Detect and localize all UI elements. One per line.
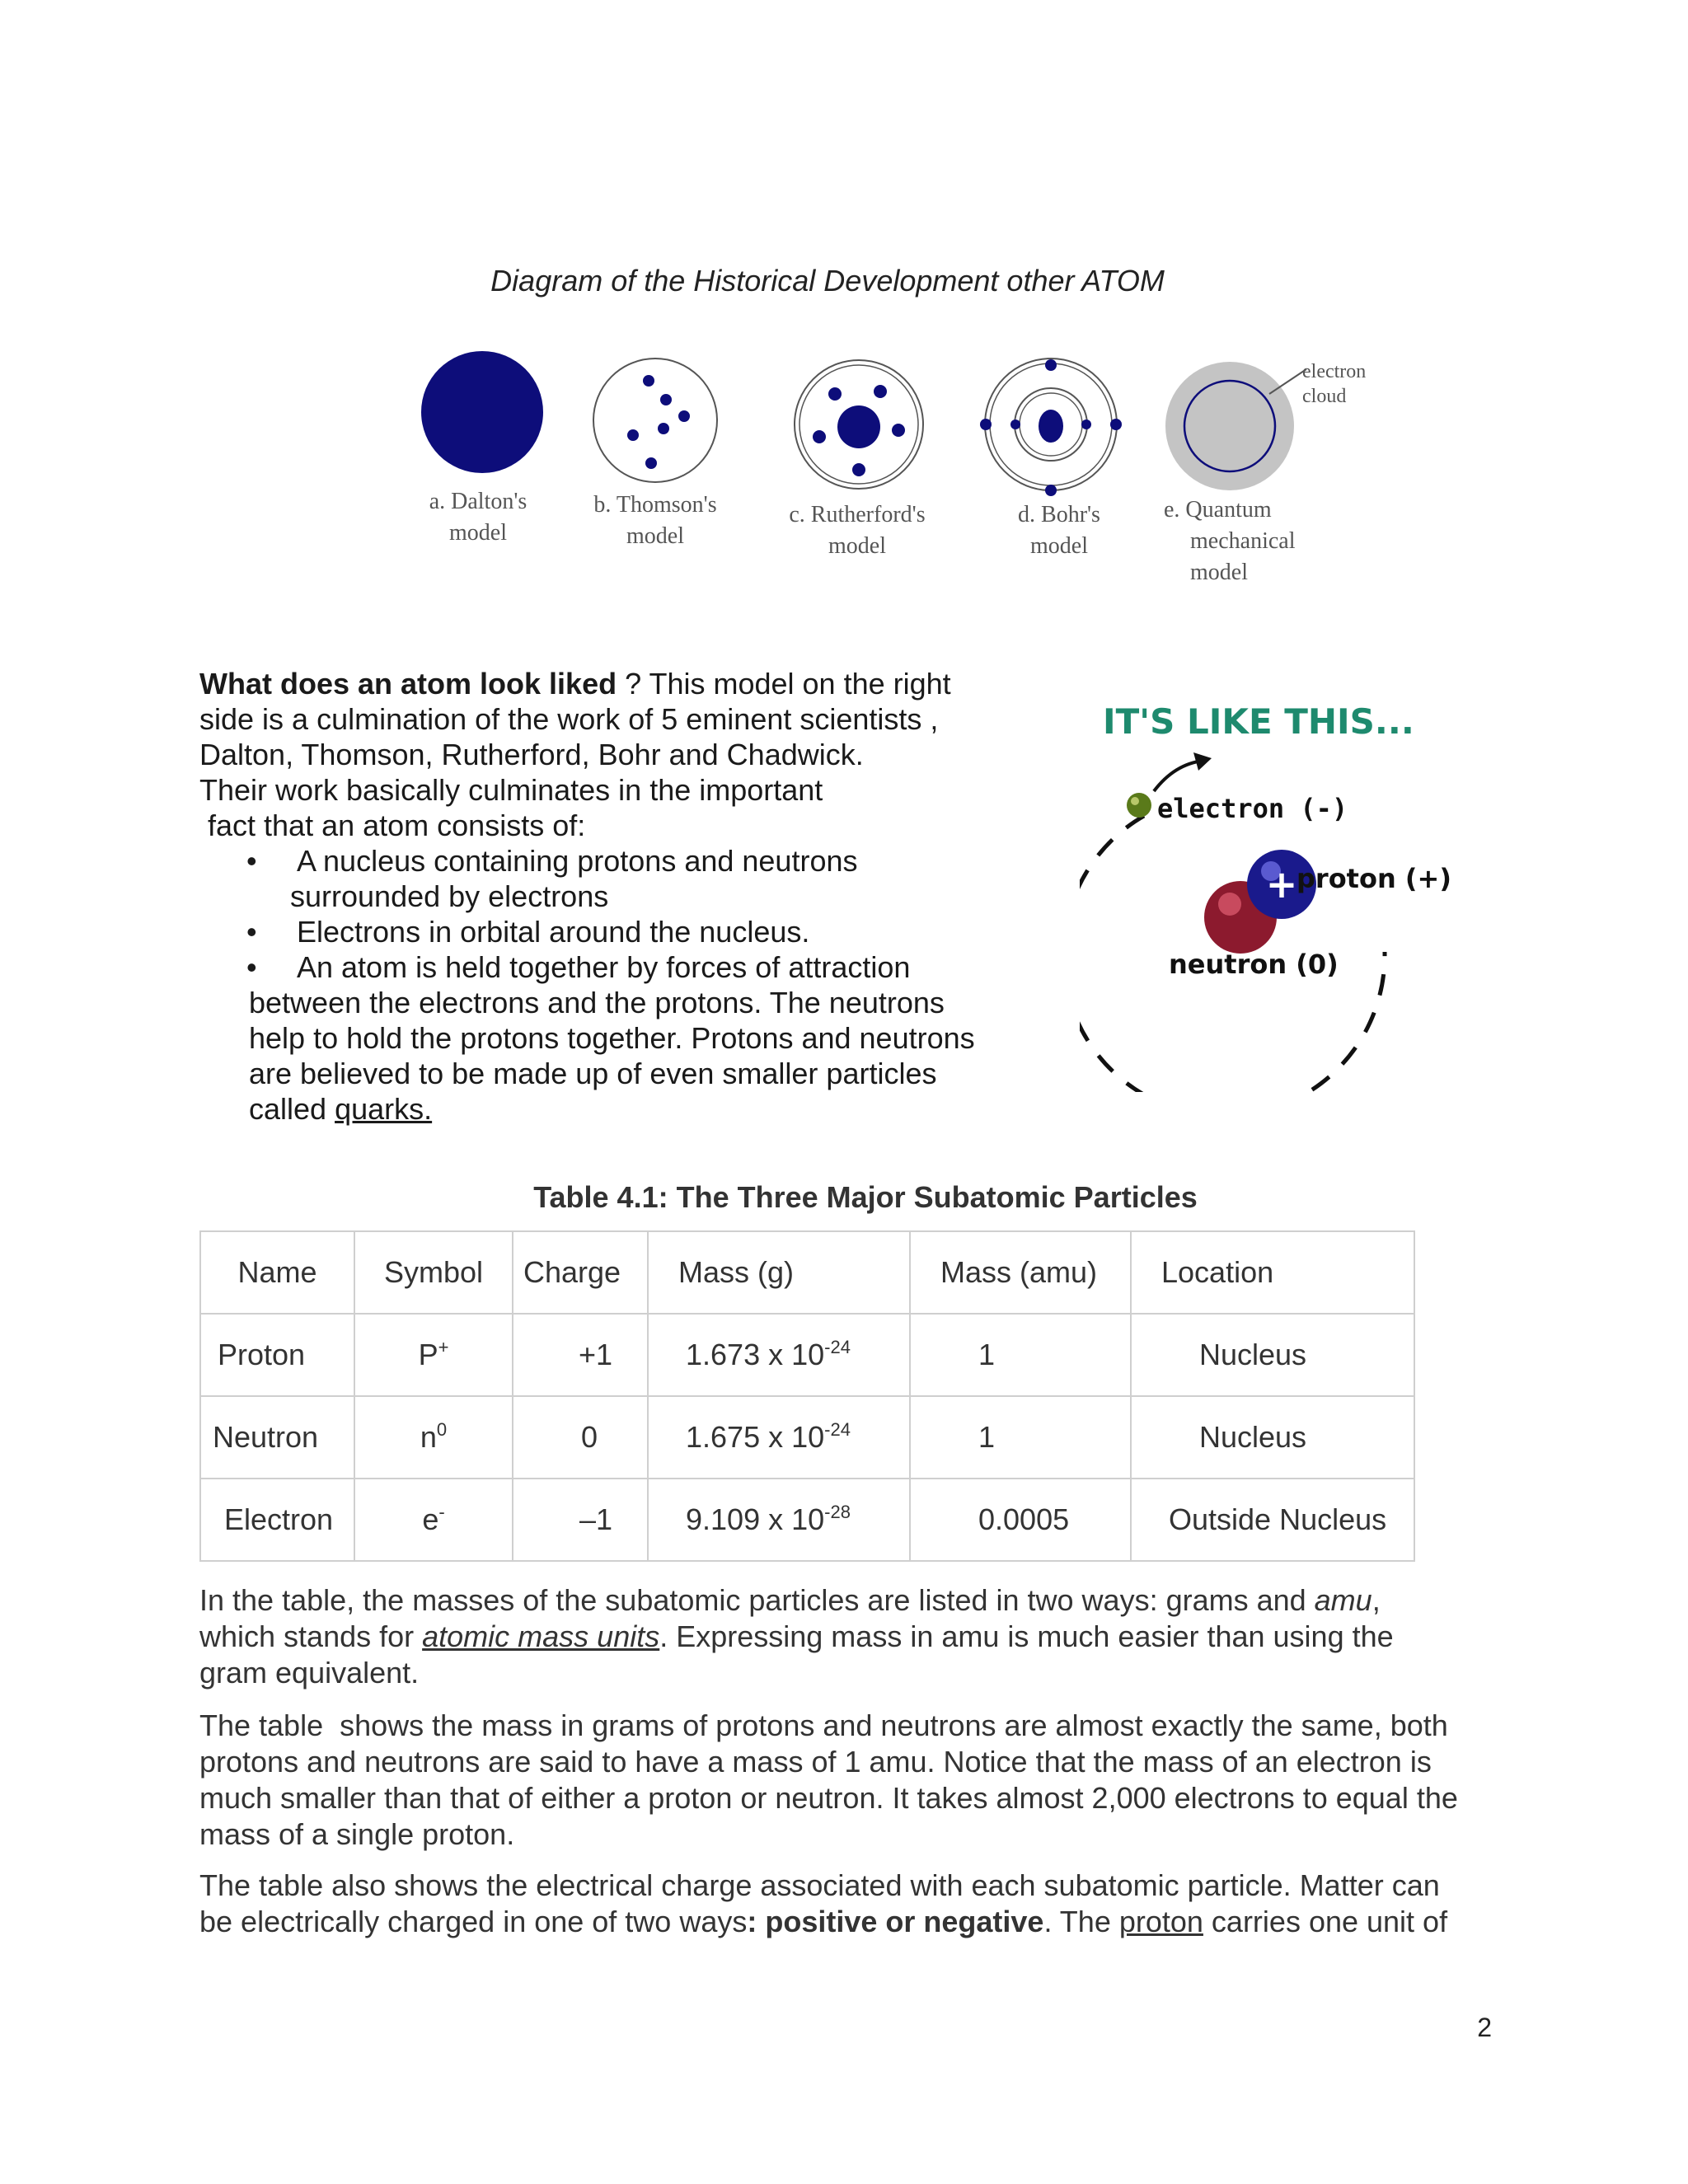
svg-text:+: + (1265, 862, 1298, 907)
neutron-label: neutron (0) (1169, 949, 1339, 980)
bohr-model (980, 359, 1122, 496)
subatomic-particles-table (199, 1230, 1415, 1562)
intro-question: What does an atom look liked (199, 667, 617, 701)
diagram-title: Diagram of the Historical Development other ATOM (490, 264, 1165, 298)
paragraph-charge: The table also shows the electrical charge associated with each subatomic particle. Matter can be electrically charged in one of two ways: positive or negative. The proton carries one unit of (199, 1868, 1448, 1938)
page-number: 2 (1477, 2013, 1492, 2042)
table-row: Proton P+ +1 1.673 x $10^{-24}$ 1 Nucleus (200, 1314, 1414, 1396)
quarks-link[interactable]: quarks. (335, 1092, 433, 1126)
dalton-label: a. Dalton's model (429, 489, 528, 546)
dalton-model-sphere (421, 351, 543, 473)
table-row: Neutron $n^0$ 0 1.675 x $10^{-24}$ 1 Nucleus (200, 1396, 1414, 1479)
header-location: Location (1131, 1231, 1414, 1314)
intro-text: What does an atom look liked ? This model on the right side is a culmination of the work of 5 eminent scientists , Dalton, Thomson, Rutherford, Bohr and Chadwick. Their work basically culminates in the important fact that an atom consists of: • A nucleus containing protons and neutrons surrounded by electrons • Electrons in orbital around the nucleus. • An atom is held together by forces of attraction between the electrons and the protons. The neutrons help to hold the protons together. Protons and neutrons are believed to be made up of even smaller particles called quarks. (199, 666, 1040, 1127)
header-charge: Charge (513, 1231, 648, 1314)
rutherford-model (795, 360, 923, 489)
electron-particle (1127, 793, 1151, 818)
table-header-row (200, 1231, 1414, 1314)
list-item: • Electrons in orbital around the nucleus. (246, 915, 810, 949)
paragraph-mass-comparison: The table shows the mass in grams of protons and neutrons are almost exactly the same, both protons and neutrons are said to have a mass of 1 amu. Notice that the mass of an electron is much smaller than that of either a proton or neutron. It takes almost 2,000 electrons to equal the mass of a single proton. (199, 1708, 1458, 1851)
bohr-label: d. Bohr's model (1018, 502, 1100, 559)
paragraph-mass-units: In the table, the masses of the subatomic particles are listed in two ways: grams and amu, which stands for atomic mass units. Expressing mass in amu is much easier than using the gram equivalent. (199, 1583, 1394, 1690)
thomson-model (593, 359, 717, 482)
rutherford-label: c. Rutherford's model (789, 502, 926, 559)
proton-label: proton (+) (1296, 863, 1451, 894)
illustration-heading: IT'S LIKE THIS... (1103, 701, 1414, 742)
header-name: Name (200, 1231, 354, 1314)
atomic-mass-units-link[interactable]: atomic mass units (422, 1619, 660, 1653)
table-row: Electron e- –1 9.109 x $10^{-28}$ 0.0005 Outside Nucleus (200, 1479, 1414, 1561)
electron-cloud-label: electron cloud (1302, 361, 1367, 407)
table-title: Table 4.1: The Three Major Subatomic Particles (533, 1180, 1198, 1214)
quantum-model (1165, 362, 1306, 490)
list-item: • An atom is held together by forces of attraction between the electrons and the protons. The neutrons help to hold the protons together. Protons and neutrons are believed to be made up of even smaller particles called quarks. (246, 950, 975, 1126)
header-mass-g: Mass (g) (648, 1231, 910, 1314)
header-symbol: Symbol (354, 1231, 513, 1314)
thomson-label: b. Thomson's model (593, 492, 717, 549)
proton-link[interactable]: proton (1118, 1905, 1203, 1938)
atom-illustration (1080, 696, 1459, 1092)
list-item: • A nucleus containing protons and neutrons surrounded by electrons (246, 844, 858, 913)
electron-label: electron (-) (1157, 793, 1348, 824)
quantum-label: e. Quantum mechanical model (1164, 497, 1296, 585)
atom-facts-list (199, 843, 1040, 1127)
header-mass-amu: Mass (amu) (910, 1231, 1131, 1314)
